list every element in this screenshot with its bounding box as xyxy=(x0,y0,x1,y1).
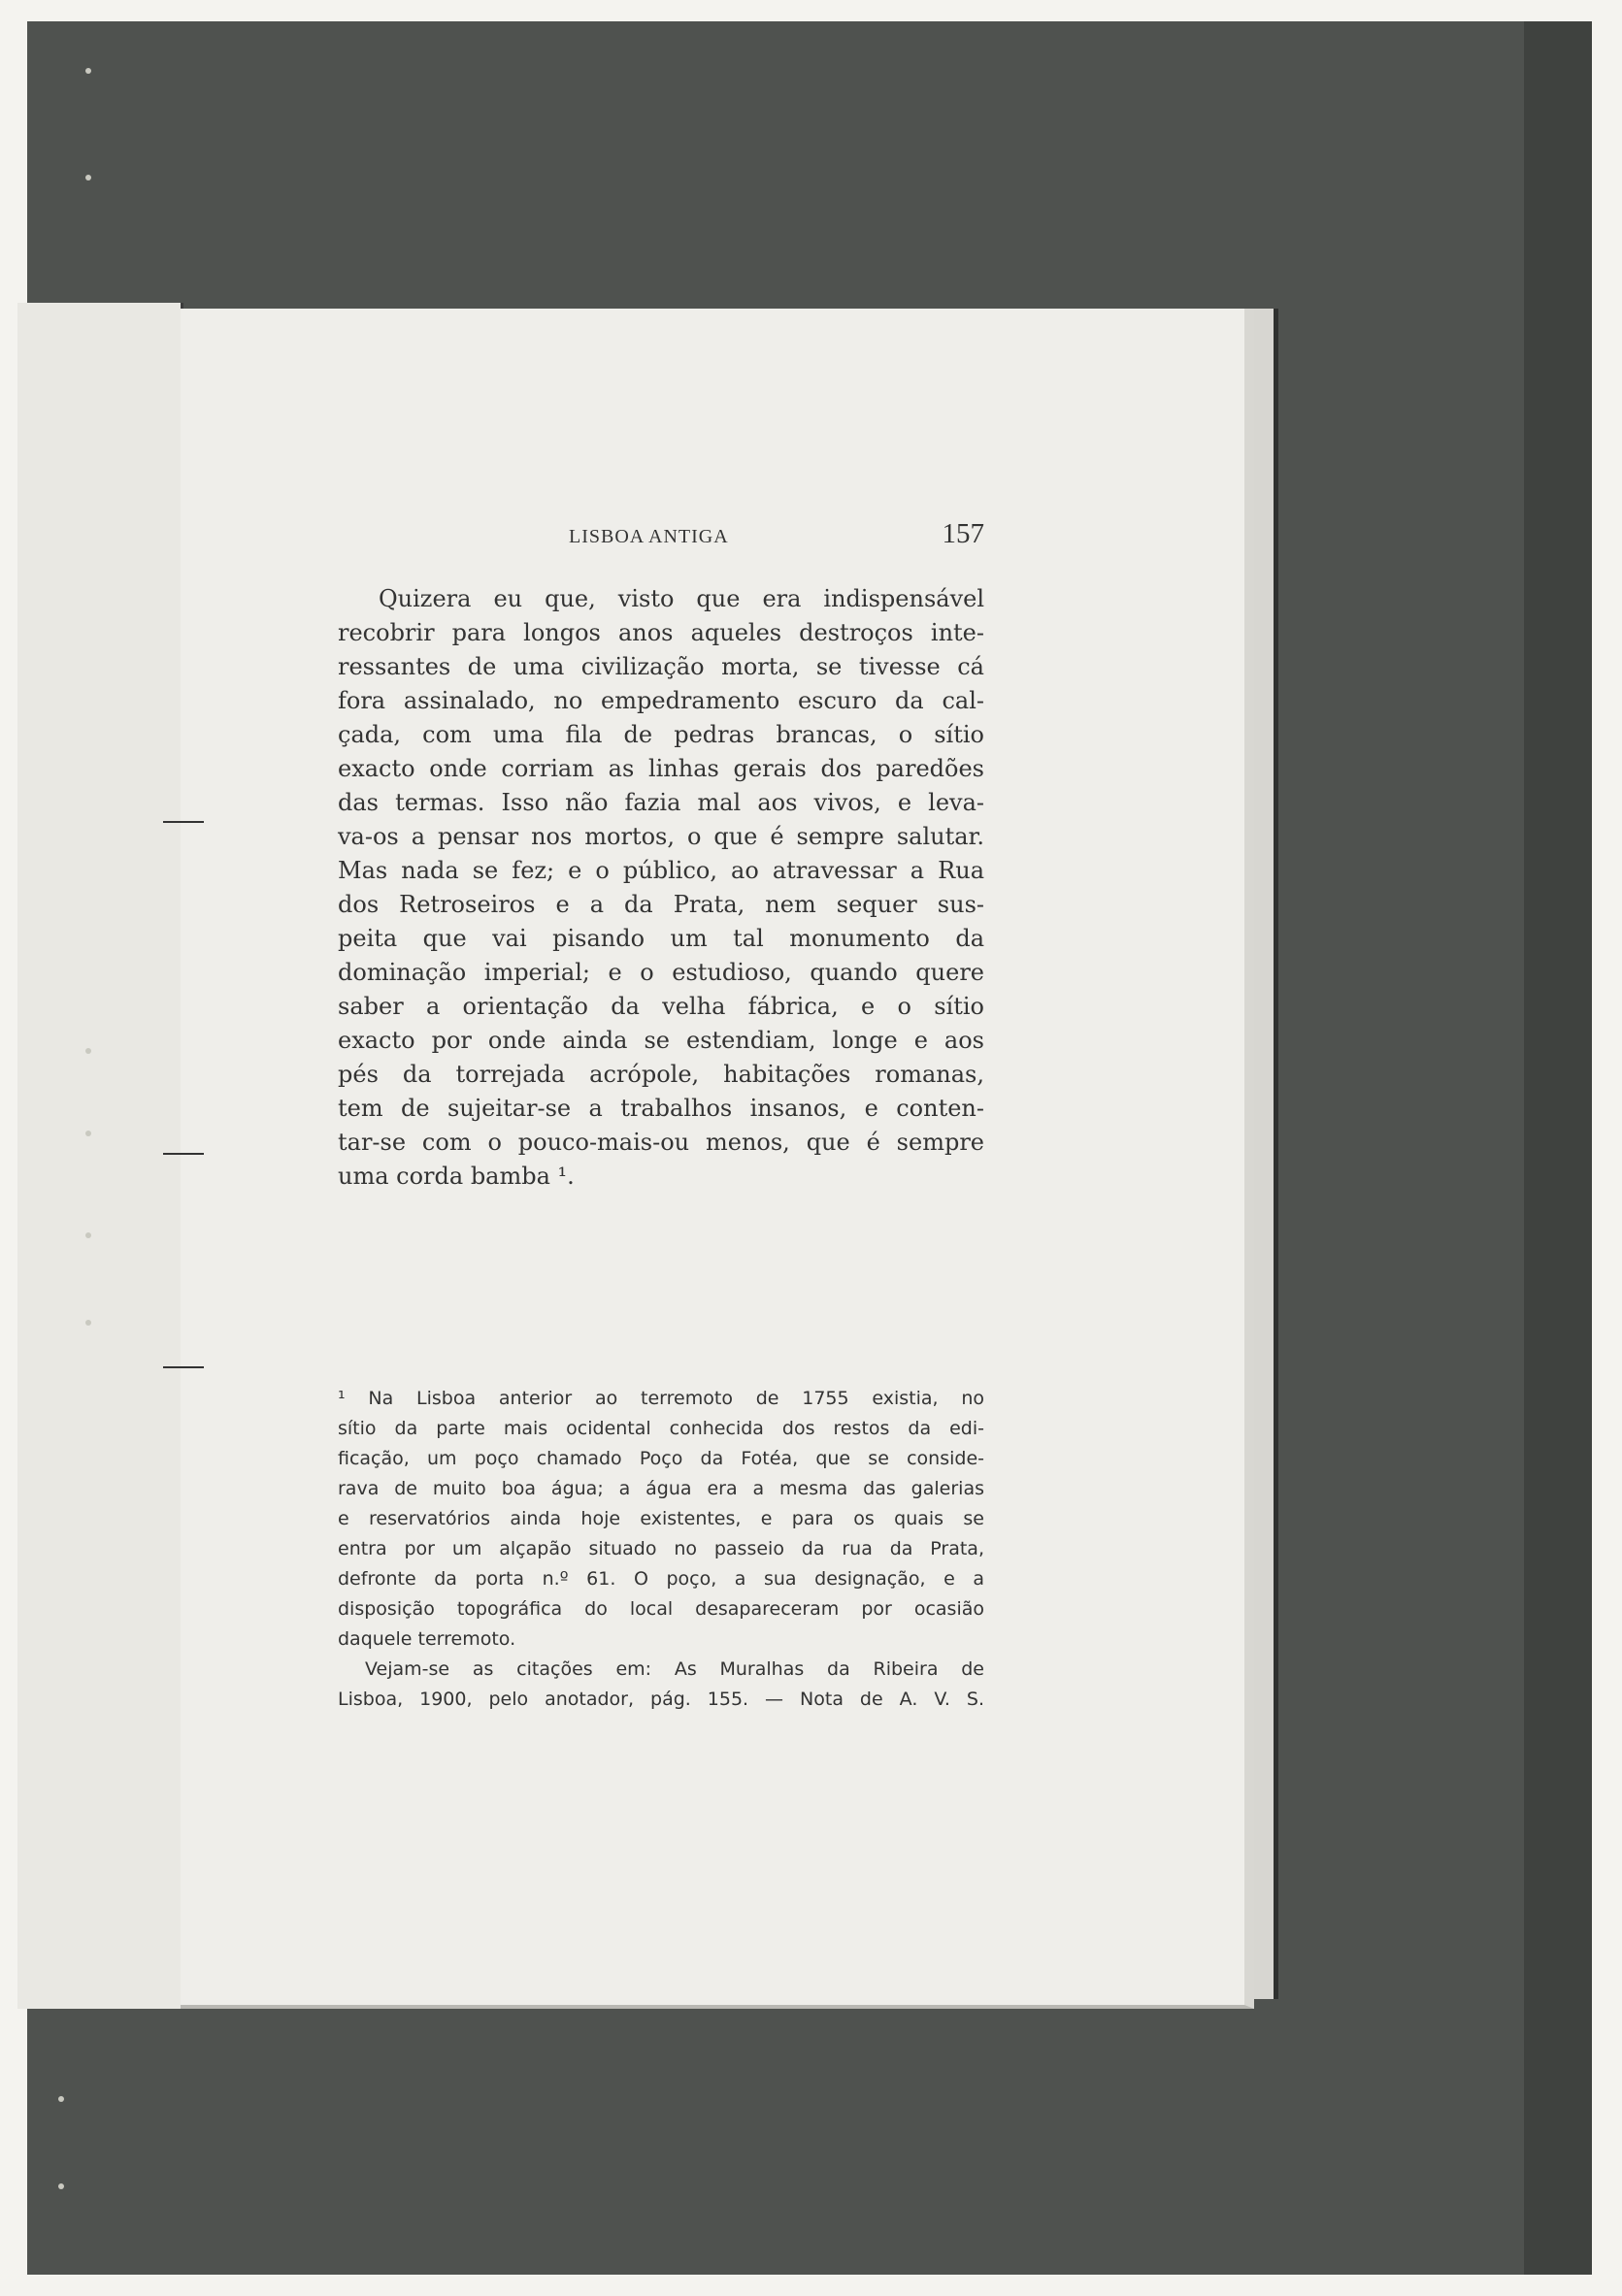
body-line: ressantes de uma civilização morta, se tivesse cá xyxy=(338,653,984,680)
left-book-page xyxy=(17,303,183,2009)
page-header xyxy=(338,514,984,563)
footnote-line: entra por um alçapão situado no passeio da rua da Prata, xyxy=(338,1538,984,1559)
footnote-line: daquele terremoto. xyxy=(338,1628,516,1650)
footnote-line: e reservatórios ainda hoje existentes, e para os quais se xyxy=(338,1508,984,1529)
body-line: exacto por onde ainda se estendiam, longe e aos xyxy=(338,1027,984,1054)
page-number: 157 xyxy=(942,518,984,549)
footnote xyxy=(338,1384,984,1715)
dark-scan-edge xyxy=(1524,21,1592,2275)
footnote-line: ficação, um poço chamado Poço da Fotéa, que se conside- xyxy=(338,1448,984,1469)
punch-hole xyxy=(85,1048,91,1054)
gutter-mark xyxy=(163,1153,204,1155)
body-line: fora assinalado, no empedramento escuro da cal- xyxy=(338,687,984,714)
body-line: peita que vai pisando um tal monumento da xyxy=(338,925,984,952)
footnote-line: sítio da parte mais ocidental conhecida dos restos da edi- xyxy=(338,1418,984,1439)
body-line: tar-se com o pouco-mais-ou menos, que é sempre xyxy=(338,1129,984,1156)
body-line: çada, com uma fila de pedras brancas, o sítio xyxy=(338,721,984,748)
body-line: uma corda bamba ¹. xyxy=(338,1163,575,1190)
footnote-line: Lisboa, 1900, pelo anotador, pág. 155. — Nota de A. V. S. xyxy=(338,1689,984,1710)
body-line: dominação imperial; e o estudioso, quando quere xyxy=(338,959,984,986)
footnote-line: disposição topográfica do local desapareceram por ocasião xyxy=(338,1598,984,1620)
body-line: exacto onde corriam as linhas gerais dos paredões xyxy=(338,755,984,782)
footnote-line: ¹ Na Lisboa anterior ao terremoto de 1755 existia, no xyxy=(338,1388,984,1409)
body-line: Quizera eu que, visto que era indispensável xyxy=(379,585,984,612)
body-line: recobrir para longos anos aqueles destroços inte- xyxy=(338,619,984,646)
punch-hole xyxy=(85,175,91,180)
gutter-mark xyxy=(163,1366,204,1368)
body-line: das termas. Isso não fazia mal aos vivos, e leva- xyxy=(338,789,984,816)
body-line: Mas nada se fez; e o público, ao atravessar a Rua xyxy=(338,857,984,884)
body-line: pés da torrejada acrópole, habitações romanas, xyxy=(338,1061,984,1088)
footnote-line: rava de muito boa água; a água era a mesma das galerias xyxy=(338,1478,984,1499)
body-line: va-os a pensar nos mortos, o que é sempre salutar. xyxy=(338,823,984,850)
running-head: LISBOA ANTIGA xyxy=(569,526,729,547)
footnote-line: Vejam-se as citações em: As Muralhas da Ribeira de xyxy=(365,1658,984,1680)
punch-hole xyxy=(85,1320,91,1326)
punch-hole xyxy=(85,1232,91,1238)
body-line: tem de sujeitar-se a trabalhos insanos, e conten- xyxy=(338,1095,984,1122)
punch-hole xyxy=(58,2183,64,2189)
footnote-line: defronte da porta n.º 61. O poço, a sua designação, e a xyxy=(338,1568,984,1590)
body-line: saber a orientação da velha fábrica, e o sítio xyxy=(338,993,984,1020)
gutter-mark xyxy=(163,821,204,823)
main-paragraph xyxy=(338,582,984,1194)
body-line: dos Retroseiros e a da Prata, nem sequer sus- xyxy=(338,891,984,918)
punch-hole xyxy=(85,1131,91,1136)
punch-hole xyxy=(85,68,91,74)
punch-hole xyxy=(58,2096,64,2102)
page-edge xyxy=(1250,309,1278,1999)
